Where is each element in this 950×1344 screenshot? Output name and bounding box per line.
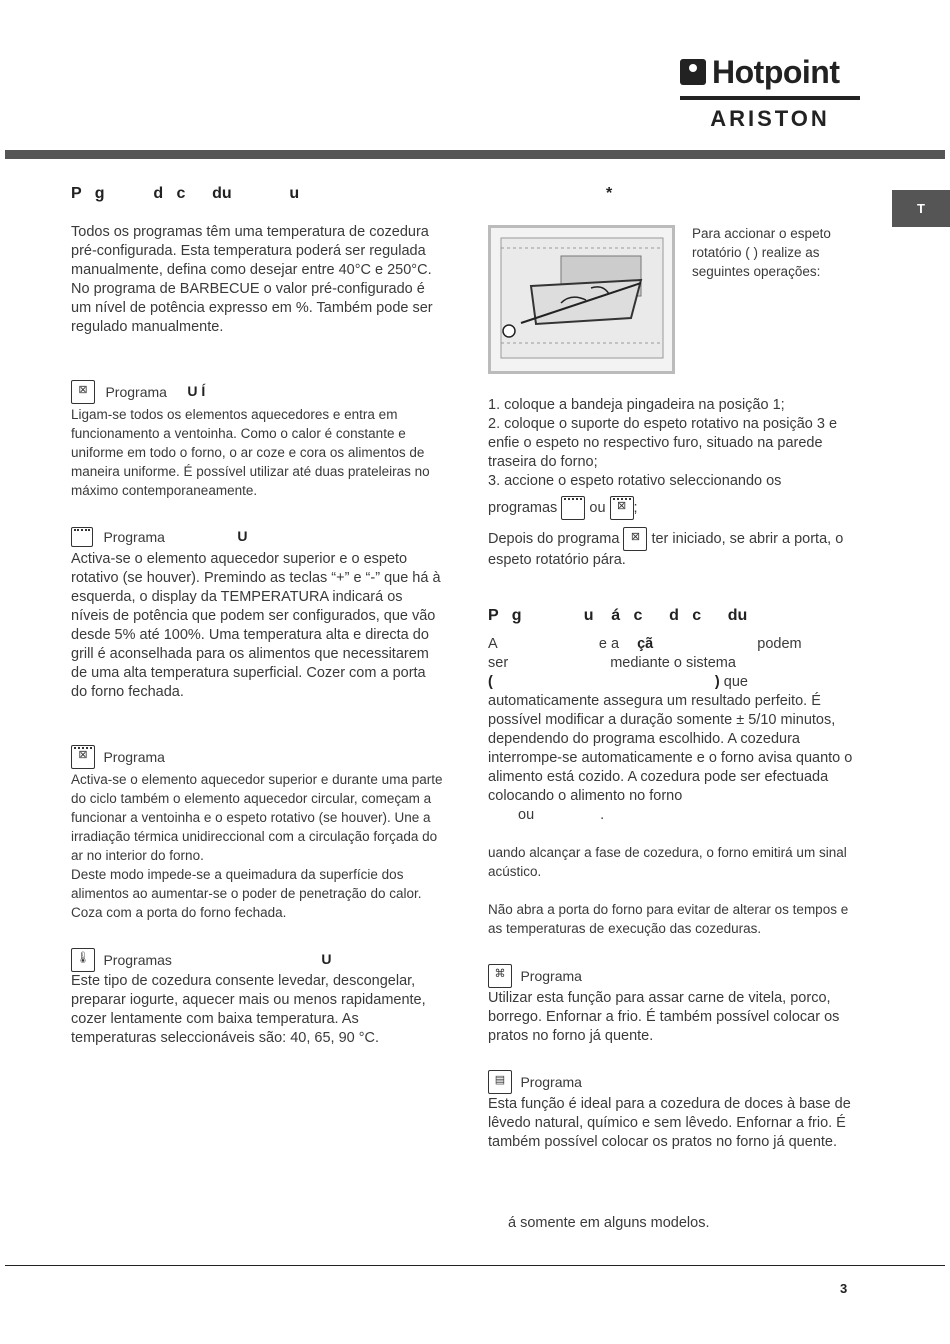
program-gratin-header: ⊠ Programa <box>71 745 165 769</box>
brand-logo <box>680 56 860 132</box>
brand-name-bottom: ARISTON <box>710 106 830 131</box>
meat-roast-icon: ⌘ <box>488 964 512 988</box>
spit-intro: Para accionar o espeto rotatório ( ) realize as seguintes operações: <box>692 226 831 279</box>
intro-paragraph: Todos os programas têm uma temperatura de cozedura pré-configurada. Esta temperatura poderá ser regulada manualmente, defina como desejar entre 40°C e 250°C. No programa de BARBECUE o valor pré-configurado é um nível de potência expresso em %. Também pode ser regulado manualmente. <box>71 224 433 335</box>
program-pastry-description: Esta função é ideal para a cozedura de doces à base de lêvedo natural, químico e sem lêvedo. Enfornar a frio. É também possível colocar os pratos no forno já quente. <box>488 1096 851 1150</box>
program-grill-header: Programa U <box>71 527 248 547</box>
language-tab: T <box>892 190 950 227</box>
page-number: 3 <box>840 1281 848 1296</box>
spit-after-program: Depois do programa ⊠ ter iniciado, se abrir a porta, o espeto rotatório pára. <box>488 527 863 570</box>
program-grill-description: Activa-se o elemento aquecedor superior e o espeto rotativo (se houver). Premindo as teclas “+” e “-” que há à esquerda, o display da TEMPERATURA indicará os níveis de potência que podem ser configurados, que vão desde 5% até 100%. Uma temperatura alta e directa do grill é aconselhada para os alimentos que necessitarem de uma alta temperatura superficial. Cozer com a porta do forno fechada. <box>71 551 441 700</box>
header-bar <box>5 150 945 159</box>
gratin-icon-inline-2: ⊠ <box>623 527 647 551</box>
thermometer-icon: 🌡 <box>71 948 95 972</box>
program-ventilated-description: Ligam-se todos os elementos aquecedores e entra em funcionamento a ventoinha. Como o calor é constante e uniforme em todo o forno, o ar coze e cora os alimentos de maneira uniforme. É possível utilizar até duas prateleiras no máximo contemporaneamente. <box>71 407 430 498</box>
gratin-icon: ⊠ <box>71 745 95 769</box>
footnote: á somente em alguns modelos. <box>508 1215 710 1231</box>
program-meat-header: ⌘ Programa <box>488 964 582 988</box>
gratin-icon-inline: ⊠ <box>610 496 634 520</box>
grill-icon <box>71 527 93 547</box>
spit-programs-line: programas ou ⊠ ; <box>488 496 638 520</box>
section-heading-right: P g u á c d c du <box>488 607 748 624</box>
fan-oven-icon: ⊠ <box>71 380 95 404</box>
auto-paragraph: A e a çã podem ser mediante o sistema ( ) que automaticamente assegura um resultado perfeito. É possível modificar a duração somente ± 5/10 minutos, dependendo do programa escolhido. A cozedura interrompe-se automaticamente e o forno avisa quanto o alimento está cozido. A cozedura pode ser efectuada colocando o alimento no forno ou . <box>488 636 853 823</box>
footer-rule <box>5 1265 945 1266</box>
heading-star: * <box>606 185 613 202</box>
pastry-icon: ▤ <box>488 1070 512 1094</box>
program-special-description: Este tipo de cozedura consente levedar, descongelar, preparar iogurte, aquecer mais ou menos rapidamente, cozer lentamente com baixa temperatura. As temperaturas seleccionáveis são: 40, 65, 90 °C. <box>71 973 426 1046</box>
grill-icon-inline <box>561 496 585 520</box>
note-door: Não abra a porta do forno para evitar de alterar os tempos e as temperaturas de execução das cozeduras. <box>488 902 849 936</box>
oven-diagram-illustration <box>491 228 672 371</box>
program-meat-description: Utilizar esta função para assar carne de vitela, porco, borrego. Enfornar a frio. É também possível colocar os pratos no forno já quente. <box>488 990 840 1044</box>
program-special-header: 🌡 Programas U <box>71 948 332 972</box>
spit-steps: 1. coloque a bandeja pingadeira na posição 1; 2. coloque o suporte do espeto rotativo na posição 3 e enfie o espeto no respectivo furo, situado na parede traseira do forno; 3. accione o espeto rotativo seleccionando os <box>488 397 838 489</box>
rotisserie-diagram <box>488 225 675 374</box>
brand-name-top: Hotpoint <box>712 54 840 90</box>
program-ventilated-header: ⊠ Programa U Í <box>71 380 205 404</box>
note-beep: uando alcançar a fase de cozedura, o forno emitirá um sinal acústico. <box>488 845 847 879</box>
section-heading-left: P g d c du u <box>71 185 300 202</box>
program-pastry-header: ▤ Programa <box>488 1070 582 1094</box>
logo-mark-icon <box>680 59 706 85</box>
program-gratin-description: Activa-se o elemento aquecedor superior e durante uma parte do ciclo também o elemento aquecedor circular, começam a funcionar a ventoinha e o espeto rotativo (se houver). Une a irradiação térmica unidireccional com a circulação forçada do ar no interior do forno. Deste modo impede-se a queimadura da superfície dos alimentos ao aumentar-se o poder de penetração do calor. Coza com a porta do forno fechada. <box>71 772 443 920</box>
